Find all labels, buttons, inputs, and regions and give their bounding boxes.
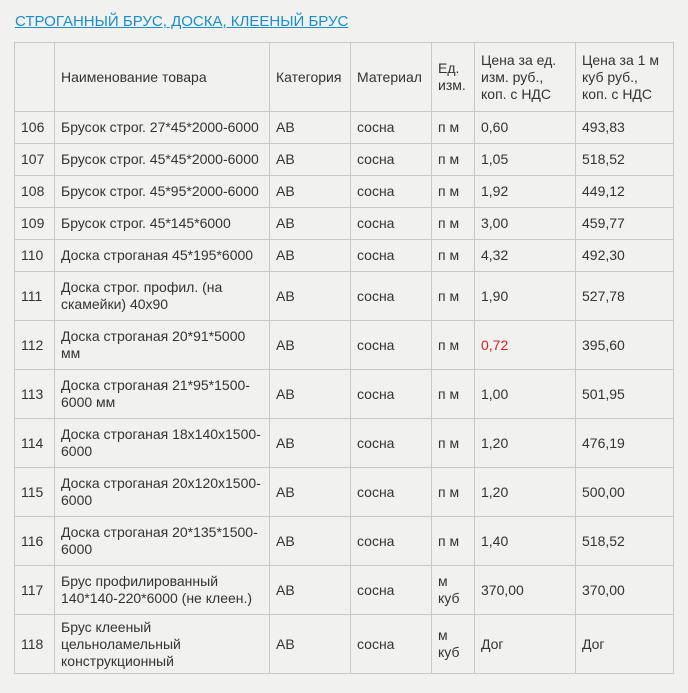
header-price-unit: Цена за ед. изм. руб., коп. с НДС	[475, 43, 576, 112]
product-unit: п м	[432, 468, 475, 517]
table-row	[15, 419, 674, 468]
row-num: 108	[15, 176, 55, 208]
product-name: Брусок строг. 45*45*2000-6000	[55, 144, 270, 176]
product-name: Доска строганая 20х120х1500-6000	[55, 468, 270, 517]
row-num: 115	[15, 468, 55, 517]
product-name: Брусок строг. 45*145*6000	[55, 208, 270, 240]
product-material: сосна	[351, 517, 432, 566]
row-num: 110	[15, 240, 55, 272]
row-num: 117	[15, 566, 55, 615]
product-material: сосна	[351, 176, 432, 208]
product-category: АВ	[270, 240, 351, 272]
product-unit: п м	[432, 112, 475, 144]
product-category: АВ	[270, 176, 351, 208]
product-category: АВ	[270, 321, 351, 370]
row-num: 109	[15, 208, 55, 240]
price-per-m3: 527,78	[576, 272, 674, 321]
product-material: сосна	[351, 566, 432, 615]
row-num: 114	[15, 419, 55, 468]
product-name: Доска строганая 20*135*1500-6000	[55, 517, 270, 566]
table-row	[15, 566, 674, 615]
product-material: сосна	[351, 468, 432, 517]
product-unit: п м	[432, 176, 475, 208]
price-per-m3: 476,19	[576, 419, 674, 468]
header-price-m3: Цена за 1 м куб руб., коп. с НДС	[576, 43, 674, 112]
product-name: Доска строг. профил. (на скамейки) 40х90	[55, 272, 270, 321]
table-row	[15, 144, 674, 176]
product-name: Доска строганая 21*95*1500-6000 мм	[55, 370, 270, 419]
price-per-m3: 492,30	[576, 240, 674, 272]
product-unit: п м	[432, 419, 475, 468]
price-per-unit: 1,20	[475, 468, 576, 517]
price-per-m3: 501,95	[576, 370, 674, 419]
product-category: АВ	[270, 208, 351, 240]
price-per-unit: 1,92	[475, 176, 576, 208]
product-unit: п м	[432, 208, 475, 240]
table-row	[15, 112, 674, 144]
price-per-m3: 493,83	[576, 112, 674, 144]
price-table	[14, 42, 674, 674]
price-per-m3: 500,00	[576, 468, 674, 517]
product-category: АВ	[270, 112, 351, 144]
row-num: 112	[15, 321, 55, 370]
price-per-m3: 459,77	[576, 208, 674, 240]
table-row	[15, 321, 674, 370]
product-category: АВ	[270, 468, 351, 517]
product-name: Брус клееный цельноламельный конструкционный	[55, 615, 270, 674]
price-per-unit: 1,20	[475, 419, 576, 468]
product-unit: м куб	[432, 566, 475, 615]
header-name: Наименование товара	[55, 43, 270, 112]
row-num: 106	[15, 112, 55, 144]
product-unit: п м	[432, 144, 475, 176]
row-num: 116	[15, 517, 55, 566]
price-per-unit: 0,72	[475, 321, 576, 370]
price-per-unit: 4,32	[475, 240, 576, 272]
product-name: Брусок строг. 27*45*2000-6000	[55, 112, 270, 144]
price-per-unit: 1,40	[475, 517, 576, 566]
table-header-row	[15, 43, 674, 112]
product-unit: п м	[432, 370, 475, 419]
product-category: АВ	[270, 566, 351, 615]
product-name: Доска строганая 45*195*6000	[55, 240, 270, 272]
header-unit: Ед. изм.	[432, 43, 475, 112]
header-category: Категория	[270, 43, 351, 112]
price-per-unit: 1,90	[475, 272, 576, 321]
price-per-unit: Дог	[475, 615, 576, 674]
price-per-m3: Дог	[576, 615, 674, 674]
row-num: 118	[15, 615, 55, 674]
price-per-unit: 370,00	[475, 566, 576, 615]
product-material: сосна	[351, 615, 432, 674]
product-unit: п м	[432, 272, 475, 321]
header-material: Материал	[351, 43, 432, 112]
price-per-m3: 449,12	[576, 176, 674, 208]
product-category: АВ	[270, 615, 351, 674]
row-num: 111	[15, 272, 55, 321]
product-category: АВ	[270, 419, 351, 468]
table-row	[15, 370, 674, 419]
table-row	[15, 517, 674, 566]
product-name: Брусок строг. 45*95*2000-6000	[55, 176, 270, 208]
product-material: сосна	[351, 419, 432, 468]
product-material: сосна	[351, 144, 432, 176]
product-material: сосна	[351, 272, 432, 321]
price-per-unit: 1,05	[475, 144, 576, 176]
table-row	[15, 176, 674, 208]
product-unit: п м	[432, 321, 475, 370]
product-unit: п м	[432, 517, 475, 566]
product-category: АВ	[270, 272, 351, 321]
price-per-m3: 518,52	[576, 517, 674, 566]
table-row	[15, 615, 674, 674]
product-unit: м куб	[432, 615, 475, 674]
price-per-m3: 370,00	[576, 566, 674, 615]
price-per-unit: 3,00	[475, 208, 576, 240]
table-row	[15, 468, 674, 517]
header-num	[15, 43, 55, 112]
product-category: АВ	[270, 517, 351, 566]
product-material: сосна	[351, 208, 432, 240]
price-per-m3: 518,52	[576, 144, 674, 176]
table-row	[15, 208, 674, 240]
product-name: Доска строганая 18х140х1500-6000	[55, 419, 270, 468]
row-num: 107	[15, 144, 55, 176]
product-material: сосна	[351, 370, 432, 419]
table-row	[15, 272, 674, 321]
row-num: 113	[15, 370, 55, 419]
product-category: АВ	[270, 370, 351, 419]
price-per-unit: 0,60	[475, 112, 576, 144]
price-per-unit: 1,00	[475, 370, 576, 419]
product-name: Брус профилированный 140*140-220*6000 (не клеен.)	[55, 566, 270, 615]
table-row	[15, 240, 674, 272]
product-material: сосна	[351, 321, 432, 370]
product-material: сосна	[351, 240, 432, 272]
product-category: АВ	[270, 144, 351, 176]
product-material: сосна	[351, 112, 432, 144]
price-per-m3: 395,60	[576, 321, 674, 370]
product-name: Доска строганая 20*91*5000 мм	[55, 321, 270, 370]
product-unit: п м	[432, 240, 475, 272]
section-heading-link[interactable]: СТРОГАННЫЙ БРУС, ДОСКА, КЛЕЕНЫЙ БРУС	[15, 13, 349, 30]
